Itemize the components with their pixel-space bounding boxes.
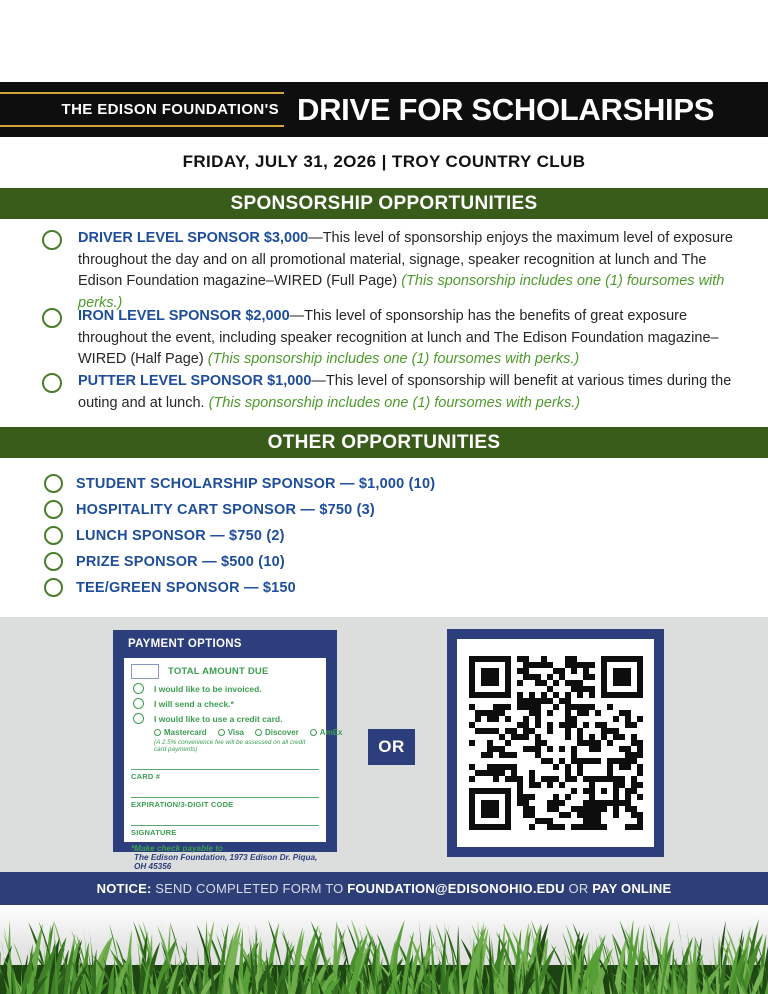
notice-label: NOTICE: <box>96 881 152 896</box>
iron-note: (This sponsorship includes one (1) foursomes with perks.) <box>207 351 580 367</box>
driver-desc-text: —This level of sponsorship enjoys the maximum level of exposure throughout the day and on all promotional material, signage, speaker recognition at lunch and The Edison Foundation magazine–WIRED (Full Page) <box>78 230 733 289</box>
hospitality-cart-select-circle[interactable] <box>44 500 63 519</box>
notice-text: SEND COMPLETED FORM TO <box>151 881 348 896</box>
grass-footer-image <box>0 905 768 994</box>
payment-options-card <box>113 630 343 871</box>
total-amount-row <box>131 664 319 679</box>
iron-select-circle[interactable] <box>42 308 62 328</box>
sponsorship-section-header: SPONSORSHIP OPPORTUNITIES <box>0 188 768 219</box>
lunch-select-circle[interactable] <box>44 526 63 545</box>
payment-form <box>124 658 343 871</box>
visa-radio-circle[interactable] <box>218 729 225 736</box>
prize-select-circle[interactable] <box>44 552 63 571</box>
sponsor-putter-level <box>42 371 738 414</box>
total-amount-input[interactable] <box>131 664 159 679</box>
driver-note: (This sponsorship includes one (1) foursomes with perks.) <box>78 273 725 311</box>
card-type-row <box>154 728 343 737</box>
other-item-prize <box>44 552 285 571</box>
amex-radio-circle[interactable] <box>310 729 317 736</box>
prize-label: PRIZE SPONSOR — $500 (10) <box>76 553 285 570</box>
payment-option-check <box>133 698 319 709</box>
check-option-label: I will send a check.* <box>154 698 234 709</box>
amex-label: AmEx <box>319 728 343 737</box>
convenience-fee-note: (A 2.5% convenience fee will be assessed on all credit card payments) <box>154 739 306 753</box>
other-item-hospitality-cart <box>44 500 375 519</box>
card-number-field[interactable] <box>131 769 319 781</box>
iron-desc-text: —This level of sponsorship has the benefits of great exposure throughout the event, including speaker recognition at lunch and The Edison Foundation magazine–WIRED (Half Page) <box>78 308 719 367</box>
qr-code-block <box>447 629 664 857</box>
driver-description <box>78 228 738 314</box>
payment-option-invoice <box>133 683 319 694</box>
card-type-mastercard[interactable] <box>154 728 207 737</box>
qr-code[interactable] <box>457 639 654 847</box>
student-scholarship-label: STUDENT SCHOLARSHIP SPONSOR — $1,000 (10) <box>76 475 436 492</box>
other-item-student-scholarship <box>44 474 435 493</box>
other-item-lunch <box>44 526 285 545</box>
payment-options-title: PAYMENT OPTIONS <box>128 638 242 650</box>
lunch-label: LUNCH SPONSOR — $750 (2) <box>76 527 285 544</box>
header-eyebrow: THE EDISON FOUNDATION'S <box>0 92 284 127</box>
notice-or: OR <box>564 881 593 896</box>
hospitality-cart-label: HOSPITALITY CART SPONSOR — $750 (3) <box>76 501 375 518</box>
putter-note: (This sponsorship includes one (1) foursomes with perks.) <box>208 394 581 411</box>
total-amount-label: TOTAL AMOUNT DUE <box>168 666 269 677</box>
driver-select-circle[interactable] <box>42 230 62 250</box>
or-badge: OR <box>368 729 415 765</box>
iron-description <box>78 306 738 371</box>
notice-bar <box>0 872 768 905</box>
sponsor-driver-level <box>42 228 738 314</box>
discover-radio-circle[interactable] <box>255 729 262 736</box>
tee-green-label: TEE/GREEN SPONSOR — $150 <box>76 579 296 596</box>
pay-online-link[interactable]: PAY ONLINE <box>592 881 672 896</box>
card-type-visa[interactable] <box>218 728 244 737</box>
other-item-tee-green <box>44 578 296 597</box>
sponsor-iron-level <box>42 306 738 371</box>
tee-green-select-circle[interactable] <box>44 578 63 597</box>
foundation-address: The Edison Foundation, 1973 Edison Dr. Piqua, OH 45356 <box>134 853 318 871</box>
notice-email-link[interactable]: FOUNDATION@EDISONOHIO.EDU <box>347 881 565 896</box>
card-type-amex[interactable] <box>310 728 343 737</box>
check-payable-note: *Make check payable to <box>131 844 223 853</box>
student-scholarship-select-circle[interactable] <box>44 474 63 493</box>
header-banner <box>0 82 768 137</box>
qr-code-image <box>469 656 643 830</box>
invoice-option-label: I would like to be invoiced. <box>154 683 262 694</box>
grass-illustration <box>0 905 768 994</box>
invoice-radio-circle[interactable] <box>133 683 144 694</box>
card-number-label: CARD # <box>131 772 161 781</box>
signature-label: SIGNATURE <box>131 828 177 837</box>
mastercard-label: Mastercard <box>164 728 207 737</box>
putter-select-circle[interactable] <box>42 373 62 393</box>
page-title: DRIVE FOR SCHOLARSHIPS <box>297 91 715 127</box>
credit-card-option-label: I would like to use a credit card. <box>154 713 283 724</box>
credit-card-radio-circle[interactable] <box>133 713 144 724</box>
other-section-header: OTHER OPPORTUNITIES <box>0 427 768 458</box>
event-date-location: FRIDAY, JULY 31, 2O26 | TROY COUNTRY CLUB <box>182 152 586 171</box>
payment-option-credit-card <box>133 713 319 724</box>
iron-title: IRON LEVEL SPONSOR $2,000 <box>78 308 290 324</box>
visa-label: Visa <box>227 728 244 737</box>
expiration-field[interactable] <box>131 797 319 809</box>
putter-desc-text: —This level of sponsorship will benefit at various times during the outing and at lunch. <box>78 373 732 411</box>
signature-field[interactable] <box>131 825 319 837</box>
mastercard-radio-circle[interactable] <box>154 729 161 736</box>
check-radio-circle[interactable] <box>133 698 144 709</box>
card-type-discover[interactable] <box>255 728 299 737</box>
expiration-label: EXPIRATION/3-DIGIT CODE <box>131 800 234 809</box>
discover-label: Discover <box>265 728 299 737</box>
putter-description <box>78 371 738 414</box>
putter-title: PUTTER LEVEL SPONSOR $1,000 <box>78 373 312 389</box>
driver-title: DRIVER LEVEL SPONSOR $3,000 <box>78 230 309 246</box>
